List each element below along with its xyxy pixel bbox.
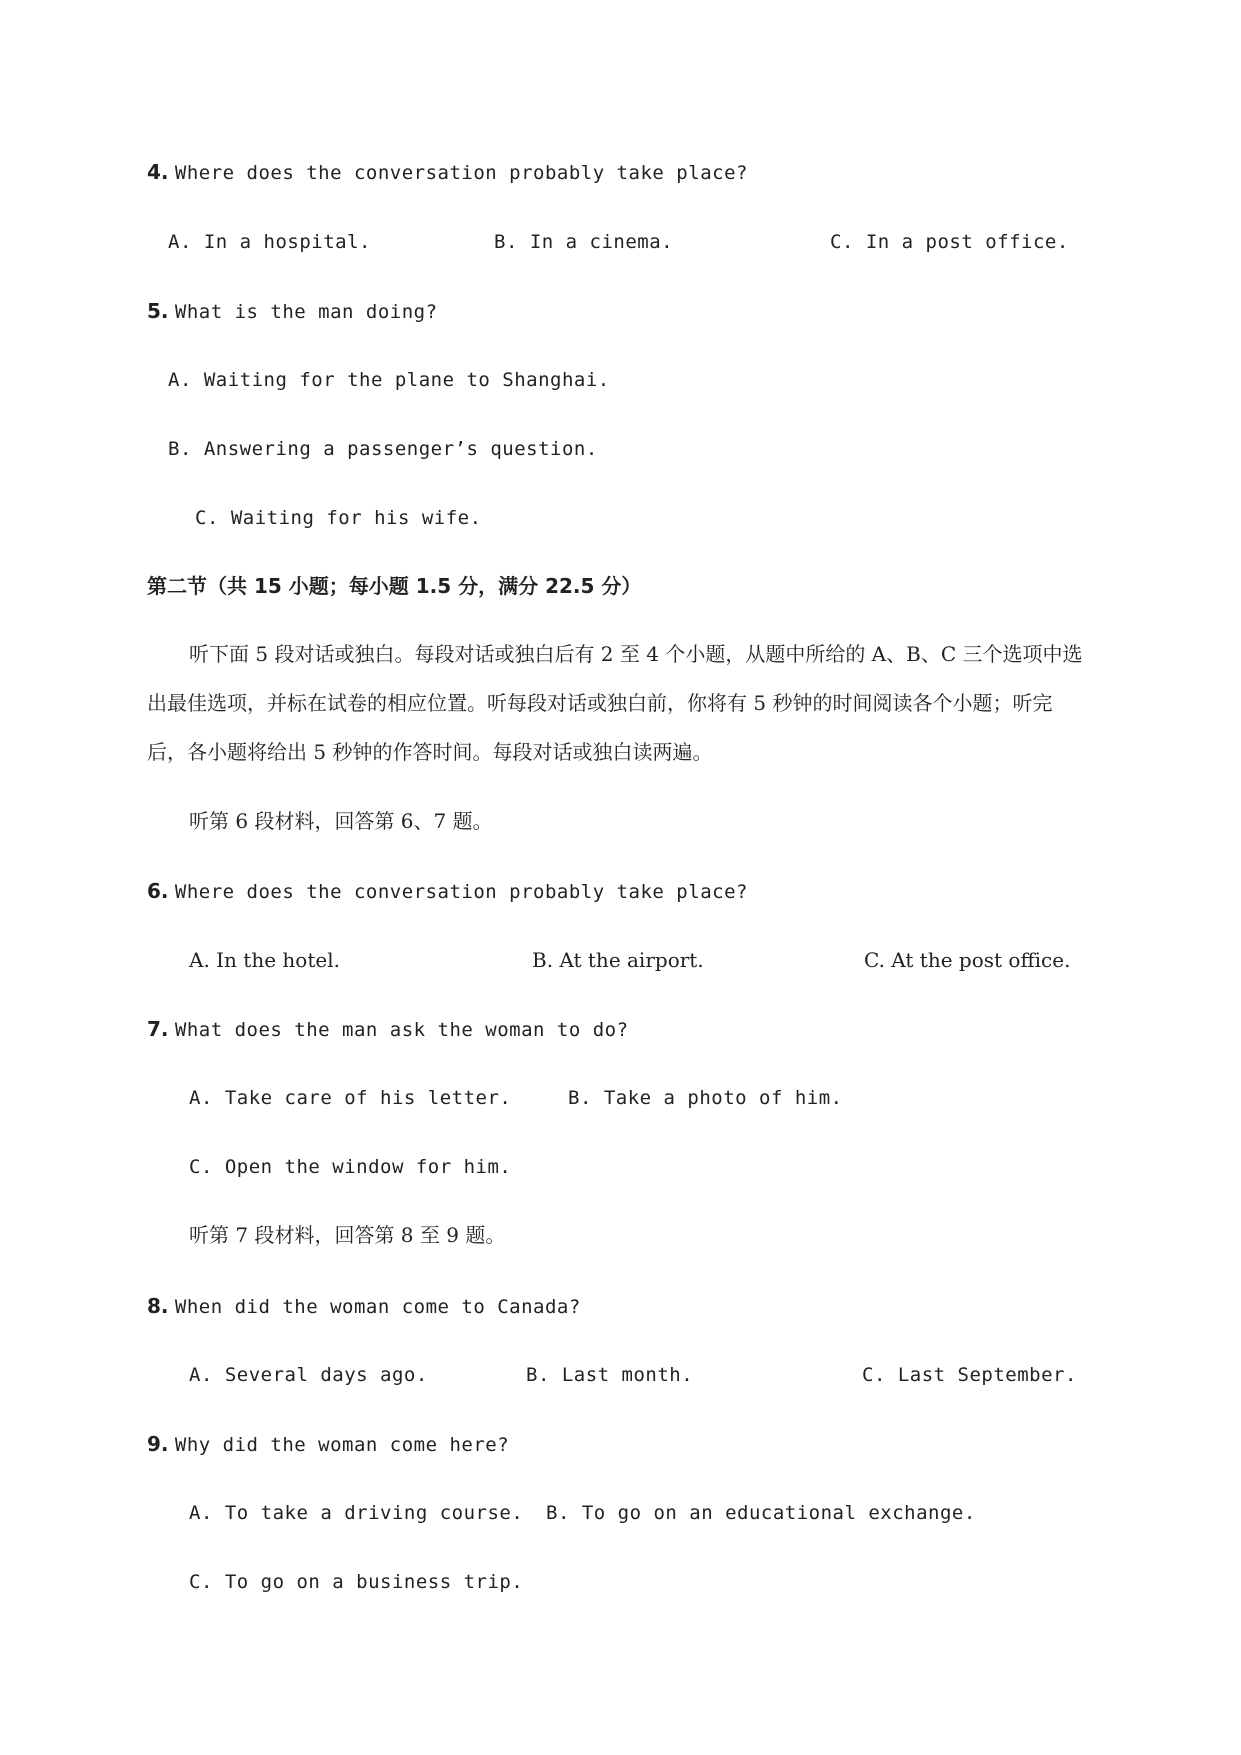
option-c[interactable]: C. To go on a business trip.: [189, 1571, 524, 1593]
question-9: [147, 1430, 509, 1459]
material-7-note: 听第 7 段材料，回答第 8 至 9 题。: [189, 1223, 506, 1247]
question-number: 8.: [147, 1294, 169, 1318]
question-number: 6.: [147, 879, 169, 903]
option-a[interactable]: A. Waiting for the plane to Shanghai.: [168, 369, 610, 391]
question-6: [147, 877, 748, 906]
option-c[interactable]: C. Open the window for him.: [189, 1156, 512, 1178]
question-5: [147, 297, 438, 326]
question-text: Why did the woman come here?: [174, 1434, 510, 1456]
option-c[interactable]: C. At the post office.: [864, 948, 1071, 972]
question-4: [147, 158, 748, 187]
option-b[interactable]: B. At the airport.: [532, 948, 704, 972]
section-heading: 第二节（共 15 小题；每小题 1.5 分，满分 22.5 分）: [147, 574, 642, 598]
question-text: What is the man doing?: [174, 301, 438, 323]
option-a[interactable]: A. In the hotel.: [189, 948, 340, 972]
option-a[interactable]: A. Several days ago.: [189, 1364, 428, 1386]
option-b[interactable]: B. In a cinema.: [494, 231, 674, 253]
option-a[interactable]: A. To take a driving course.: [189, 1502, 524, 1524]
option-c[interactable]: C. Last September.: [862, 1364, 1077, 1386]
option-c[interactable]: C. In a post office.: [830, 231, 1069, 253]
option-b[interactable]: B. Last month.: [526, 1364, 694, 1386]
question-number: 7.: [147, 1017, 169, 1041]
question-text: When did the woman come to Canada?: [174, 1296, 581, 1318]
option-a[interactable]: A. In a hospital.: [168, 231, 371, 253]
question-8: [147, 1292, 581, 1321]
material-6-note: 听第 6 段材料，回答第 6、7 题。: [189, 809, 493, 833]
question-number: 4.: [147, 160, 169, 184]
instructions-paragraph: 听下面 5 段对话或独白。每段对话或独白后有 2 至 4 个小题，从题中所给的 A、B、C 三个选项中选出最佳选项，并标在试卷的相应位置。听每段对话或独白前，你将有 5 秒钟的时间阅读各个小题；听完后，各小题将给出 5 秒钟的作答时间。每段对话或独白读两遍。: [147, 642, 1083, 764]
option-b[interactable]: B. To go on an educational exchange.: [546, 1502, 976, 1524]
option-c[interactable]: C. Waiting for his wife.: [195, 507, 482, 529]
question-7: [147, 1015, 629, 1044]
question-text: Where does the conversation probably take place?: [174, 881, 748, 903]
question-text: What does the man ask the woman to do?: [174, 1019, 629, 1041]
question-number: 9.: [147, 1432, 169, 1456]
option-a[interactable]: A. Take care of his letter.: [189, 1087, 512, 1109]
option-b[interactable]: B. Take a photo of him.: [568, 1087, 843, 1109]
question-text: Where does the conversation probably take place?: [174, 162, 748, 184]
option-b[interactable]: B. Answering a passenger’s question.: [168, 438, 598, 460]
question-number: 5.: [147, 299, 169, 323]
